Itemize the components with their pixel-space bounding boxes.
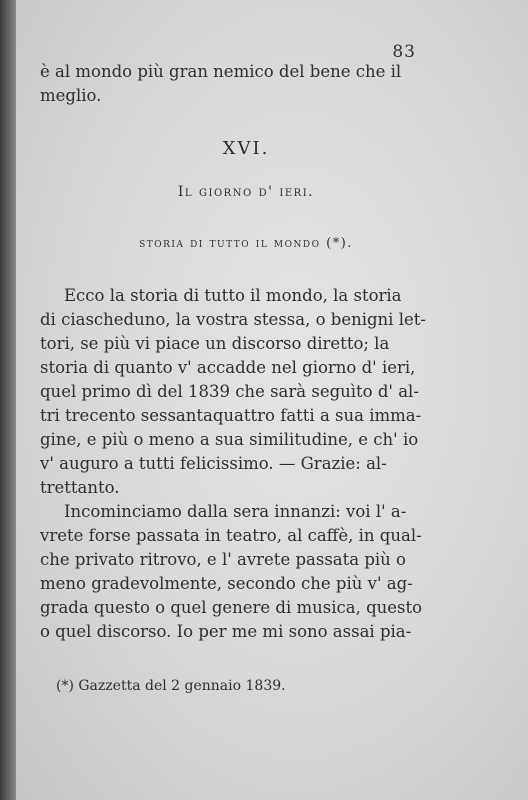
book-spine (0, 0, 16, 800)
text-line: Incominciamo dalla sera innanzi: voi l' a- (64, 502, 407, 521)
text-line: di ciascheduno, la vostra stessa, o benigni let- (40, 310, 426, 329)
text-line: quel primo dì del 1839 che sarà seguìto d' al- (40, 382, 419, 401)
text-line: grada questo o quel genere di musica, questo (40, 598, 423, 617)
text-line: tori, se più vi piace un discorso diretto; la (40, 334, 390, 353)
text-line: vrete forse passata in teatro, al caffè, in qual- (40, 526, 422, 545)
book-page (16, 0, 528, 800)
text-line: meno gradevolmente, secondo che più v' ag- (40, 574, 413, 593)
text-line: Ecco la storia di tutto il mondo, la storia (64, 286, 402, 305)
chapter-numeral: XVI. (222, 138, 270, 159)
text-line: o quel discorso. Io per me mi sono assai pia- (40, 622, 412, 641)
text-line: meglio. (40, 86, 102, 105)
footnote: (*) Gazzetta del 2 gennaio 1839. (56, 678, 286, 694)
text-line: gine, e più o meno a sua similitudine, e ch' io (40, 430, 419, 449)
page-number: 83 (392, 42, 416, 62)
text-line: v' auguro a tutti felicissimo. — Grazie: al- (40, 454, 387, 473)
text-line: che privato ritrovo, e l' avrete passata più o (40, 550, 406, 569)
chapter-title: Il giorno d' ieri. (177, 184, 315, 200)
text-line: trettanto. (40, 478, 120, 497)
text-line: storia di quanto v' accadde nel giorno d' ieri, (40, 358, 416, 377)
chapter-subtitle: storia di tutto il mondo (*). (139, 236, 353, 251)
text-line: è al mondo più gran nemico del bene che il (40, 62, 402, 81)
text-line: tri trecento sessantaquattro fatti a sua imma- (40, 406, 422, 425)
